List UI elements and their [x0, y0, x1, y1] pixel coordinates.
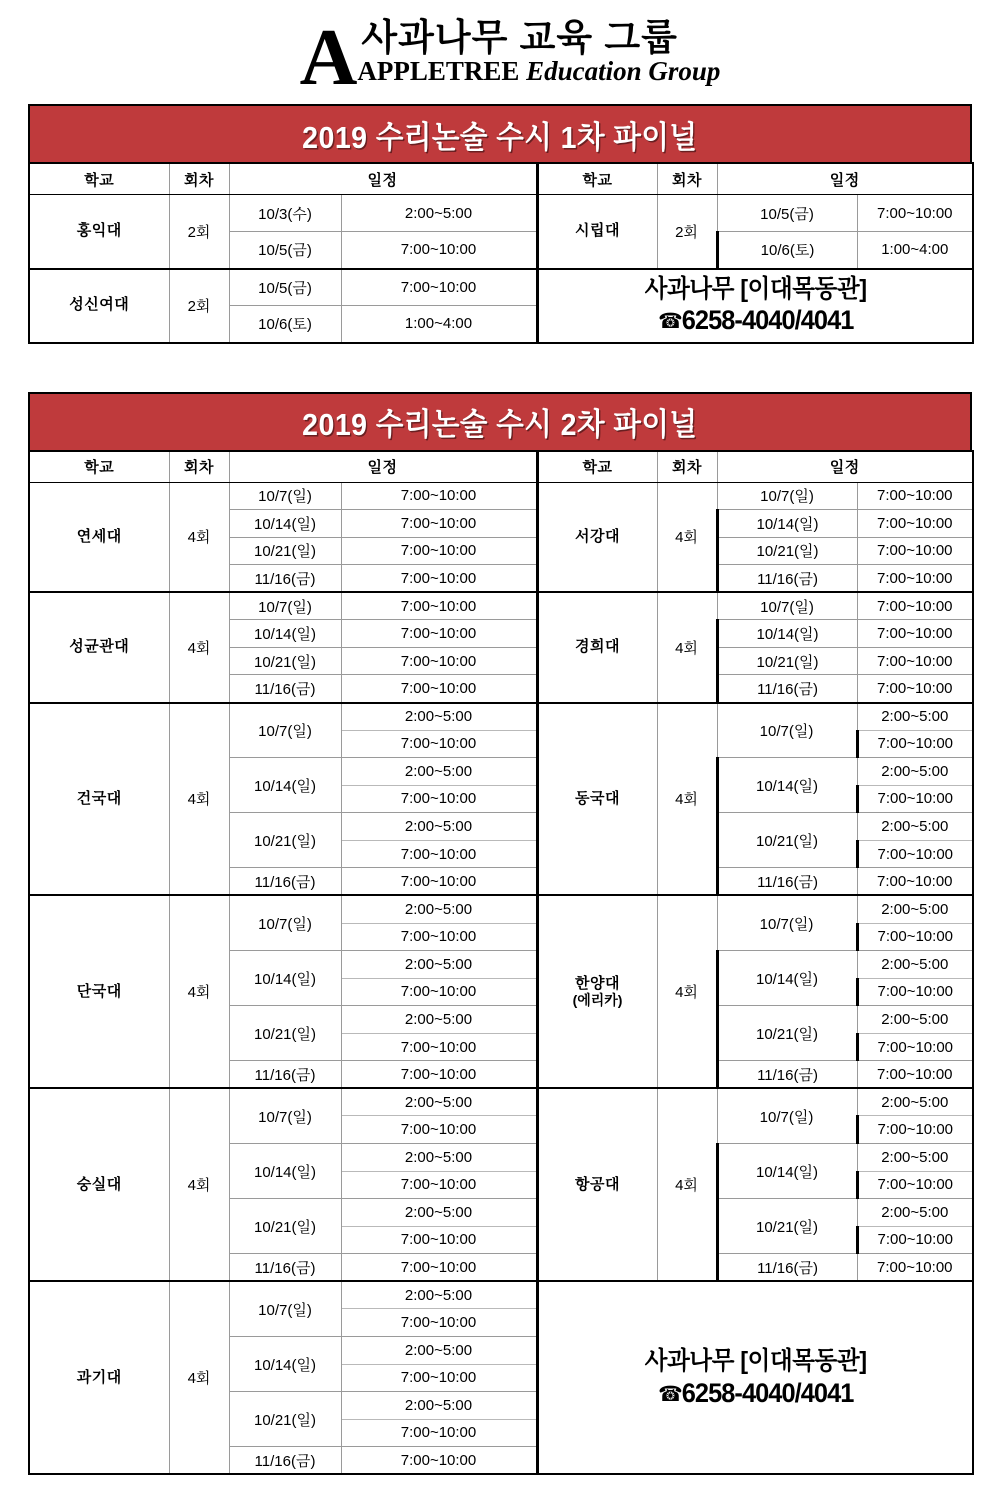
- school-name-cell: 경희대: [537, 592, 657, 702]
- time-cell: 7:00~10:00: [857, 647, 973, 675]
- time-cell: 7:00~10:00: [341, 1419, 537, 1447]
- time-cell: 7:00~10:00: [341, 1309, 537, 1337]
- time-cell: 7:00~10:00: [857, 510, 973, 538]
- section-1st-final: [28, 104, 972, 344]
- header-count-right: 회차: [657, 451, 717, 483]
- time-cell: 2:00~5:00: [857, 813, 973, 841]
- schedule-row: [29, 703, 973, 731]
- time-cell: 7:00~10:00: [341, 923, 537, 951]
- time-cell: 7:00~10:00: [341, 592, 537, 620]
- time-cell: 7:00~10:00: [341, 978, 537, 1006]
- table-header-row: [29, 451, 973, 483]
- time-cell: 7:00~10:00: [857, 868, 973, 896]
- logo-english-bold: APPLETREE: [357, 55, 527, 86]
- time-cell: 7:00~10:00: [857, 923, 973, 951]
- session-count-cell: 2회: [657, 195, 717, 269]
- schedule-row: [29, 269, 973, 306]
- date-cell: 10/14(일): [229, 620, 341, 648]
- time-cell: 2:00~5:00: [341, 895, 537, 923]
- time-cell: 2:00~5:00: [857, 1006, 973, 1034]
- date-cell: 10/21(일): [229, 813, 341, 868]
- time-cell: 2:00~5:00: [341, 1392, 537, 1420]
- time-cell: 7:00~10:00: [857, 730, 973, 758]
- schedule-row: [29, 592, 973, 620]
- contact-branch-name: 사과나무 [이대목동관]: [644, 1347, 867, 1376]
- date-cell: 11/16(금): [717, 1061, 857, 1089]
- date-cell: 10/21(일): [717, 537, 857, 565]
- header-school-left: 학교: [29, 451, 169, 483]
- time-cell: 7:00~10:00: [341, 482, 537, 510]
- date-cell: 10/7(일): [717, 703, 857, 758]
- time-cell: 7:00~10:00: [341, 510, 537, 538]
- time-cell: 7:00~10:00: [341, 1226, 537, 1254]
- time-cell: 7:00~10:00: [341, 269, 537, 306]
- time-cell: 7:00~10:00: [857, 482, 973, 510]
- session-count-cell: 4회: [657, 592, 717, 702]
- time-cell: 2:00~5:00: [857, 951, 973, 979]
- school-name-cell: 연세대: [29, 482, 169, 592]
- header-count-right: 회차: [657, 163, 717, 195]
- school-name-sub: (에리카): [572, 991, 623, 1008]
- date-cell: 11/16(금): [717, 565, 857, 593]
- date-cell: 11/16(금): [717, 868, 857, 896]
- header-schedule-left: 일정: [229, 163, 537, 195]
- contact-phone: ☎6258-4040/4041: [657, 1377, 853, 1408]
- date-cell: 10/7(일): [229, 1088, 341, 1143]
- time-cell: 7:00~10:00: [857, 840, 973, 868]
- date-cell: 10/21(일): [229, 537, 341, 565]
- date-cell: 10/7(일): [229, 592, 341, 620]
- contact-branch-name: 사과나무 [이대목동관]: [644, 274, 867, 303]
- time-cell: 7:00~10:00: [857, 592, 973, 620]
- school-name-cell: 동국대: [537, 703, 657, 896]
- time-cell: 7:00~10:00: [857, 537, 973, 565]
- session-count-cell: 4회: [169, 703, 229, 896]
- time-cell: 7:00~10:00: [341, 1171, 537, 1199]
- session-count-cell: 4회: [657, 895, 717, 1088]
- logo-wordmark: [357, 19, 720, 85]
- date-cell: 10/6(토): [229, 306, 341, 343]
- time-cell: 7:00~10:00: [857, 1116, 973, 1144]
- time-cell: 7:00~10:00: [341, 868, 537, 896]
- date-cell: 10/14(일): [717, 1144, 857, 1199]
- session-count-cell: 4회: [169, 1088, 229, 1281]
- time-cell: 7:00~10:00: [341, 785, 537, 813]
- school-name-cell: 시립대: [537, 195, 657, 269]
- session-count-cell: 4회: [169, 895, 229, 1088]
- time-cell: 7:00~10:00: [341, 537, 537, 565]
- date-cell: 10/14(일): [717, 510, 857, 538]
- section-spacer: [0, 344, 1000, 392]
- date-cell: 10/7(일): [717, 895, 857, 950]
- section-1-title: 2019 수리논술 수시 1차 파이널: [302, 119, 698, 155]
- schedule-row: [29, 895, 973, 923]
- time-cell: 2:00~5:00: [341, 703, 537, 731]
- school-name-cell: 홍익대: [29, 195, 169, 269]
- time-cell: 2:00~5:00: [341, 1144, 537, 1172]
- contact-block: [537, 269, 973, 343]
- time-cell: 7:00~10:00: [341, 1254, 537, 1282]
- schedule-table-1: [28, 162, 974, 344]
- header-schedule-left: 일정: [229, 451, 537, 483]
- date-cell: 10/5(금): [717, 195, 857, 232]
- time-cell: 7:00~10:00: [857, 978, 973, 1006]
- date-cell: 10/21(일): [229, 1392, 341, 1447]
- header-school-right: 학교: [537, 163, 657, 195]
- time-cell: 2:00~5:00: [341, 1281, 537, 1309]
- date-cell: 10/7(일): [229, 482, 341, 510]
- session-count-cell: 4회: [169, 482, 229, 592]
- date-cell: 10/7(일): [229, 703, 341, 758]
- date-cell: 10/21(일): [717, 1006, 857, 1061]
- time-cell: 7:00~10:00: [341, 840, 537, 868]
- section-2nd-final: [28, 392, 972, 1476]
- telephone-icon: ☎: [657, 1382, 682, 1406]
- time-cell: 7:00~10:00: [857, 620, 973, 648]
- date-cell: 10/21(일): [717, 647, 857, 675]
- section-2-title: 2019 수리논술 수시 2차 파이널: [302, 407, 698, 442]
- school-name-cell: 건국대: [29, 703, 169, 896]
- date-cell: 10/5(금): [229, 269, 341, 306]
- time-cell: 7:00~10:00: [341, 675, 537, 703]
- time-cell: 2:00~5:00: [341, 195, 537, 232]
- date-cell: 10/21(일): [229, 1006, 341, 1061]
- time-cell: 2:00~5:00: [341, 1006, 537, 1034]
- header-school-right: 학교: [537, 451, 657, 483]
- time-cell: 7:00~10:00: [341, 1116, 537, 1144]
- time-cell: 7:00~10:00: [341, 1447, 537, 1475]
- schedule-row: [29, 482, 973, 510]
- time-cell: 2:00~5:00: [857, 1199, 973, 1227]
- school-name-cell: 과기대: [29, 1281, 169, 1474]
- schedule-row: [29, 195, 973, 232]
- date-cell: 10/14(일): [717, 758, 857, 813]
- date-cell: 11/16(금): [717, 675, 857, 703]
- school-name-cell: 숭실대: [29, 1088, 169, 1281]
- date-cell: 10/21(일): [717, 1199, 857, 1254]
- date-cell: 10/14(일): [229, 1336, 341, 1391]
- time-cell: 7:00~10:00: [341, 647, 537, 675]
- date-cell: 10/14(일): [229, 1144, 341, 1199]
- date-cell: 10/7(일): [717, 592, 857, 620]
- header-schedule-right: 일정: [717, 451, 973, 483]
- schedule-table-2: [28, 450, 974, 1476]
- session-count-cell: 4회: [169, 592, 229, 702]
- date-cell: 10/14(일): [229, 510, 341, 538]
- school-name-cell: 한양대 (에리카): [537, 895, 657, 1088]
- school-name-cell: 성신여대: [29, 269, 169, 343]
- time-cell: 7:00~10:00: [341, 565, 537, 593]
- time-cell: 7:00~10:00: [857, 1061, 973, 1089]
- time-cell: 7:00~10:00: [857, 195, 973, 232]
- session-count-cell: 4회: [657, 1088, 717, 1281]
- time-cell: 7:00~10:00: [857, 675, 973, 703]
- date-cell: 10/7(일): [229, 895, 341, 950]
- telephone-icon: ☎: [657, 310, 682, 334]
- time-cell: 7:00~10:00: [857, 1171, 973, 1199]
- time-cell: 1:00~4:00: [341, 306, 537, 343]
- logo-english-name: [357, 55, 721, 86]
- time-cell: 7:00~10:00: [341, 620, 537, 648]
- logo-lockup: [299, 13, 721, 102]
- date-cell: 10/21(일): [229, 1199, 341, 1254]
- date-cell: 10/7(일): [229, 1281, 341, 1336]
- date-cell: 10/14(일): [229, 758, 341, 813]
- date-cell: 10/14(일): [229, 951, 341, 1006]
- section-1-banner: [28, 104, 972, 162]
- time-cell: 7:00~10:00: [341, 232, 537, 269]
- date-cell: 10/7(일): [717, 482, 857, 510]
- session-count-cell: 4회: [657, 482, 717, 592]
- time-cell: 7:00~10:00: [857, 565, 973, 593]
- time-cell: 2:00~5:00: [341, 951, 537, 979]
- time-cell: 2:00~5:00: [341, 1336, 537, 1364]
- appletree-monogram-icon: A: [299, 13, 356, 102]
- time-cell: 7:00~10:00: [857, 785, 973, 813]
- contact-block: [537, 1281, 973, 1474]
- date-cell: 10/7(일): [717, 1088, 857, 1143]
- session-count-cell: 2회: [169, 195, 229, 269]
- time-cell: 2:00~5:00: [341, 813, 537, 841]
- brand-logo: [0, 0, 1000, 104]
- header-count-left: 회차: [169, 163, 229, 195]
- school-name-cell: 서강대: [537, 482, 657, 592]
- date-cell: 11/16(금): [717, 1254, 857, 1282]
- date-cell: 10/6(토): [717, 232, 857, 269]
- time-cell: 7:00~10:00: [857, 1033, 973, 1061]
- date-cell: 11/16(금): [229, 868, 341, 896]
- time-cell: 2:00~5:00: [341, 1088, 537, 1116]
- date-cell: 10/14(일): [717, 620, 857, 648]
- logo-korean-name: 사과나무 교육 그룹: [361, 17, 678, 59]
- logo-english-italic: Education Group: [526, 55, 721, 86]
- time-cell: 2:00~5:00: [857, 758, 973, 786]
- time-cell: 7:00~10:00: [341, 1033, 537, 1061]
- school-name-cell: 성균관대: [29, 592, 169, 702]
- time-cell: 7:00~10:00: [341, 1364, 537, 1392]
- time-cell: 2:00~5:00: [857, 703, 973, 731]
- date-cell: 10/3(수): [229, 195, 341, 232]
- header-schedule-right: 일정: [717, 163, 973, 195]
- school-name-cell: 단국대: [29, 895, 169, 1088]
- school-name-cell: 항공대: [537, 1088, 657, 1281]
- header-count-left: 회차: [169, 451, 229, 483]
- date-cell: 11/16(금): [229, 565, 341, 593]
- date-cell: 11/16(금): [229, 1254, 341, 1282]
- session-count-cell: 4회: [657, 703, 717, 896]
- contact-phone: ☎6258-4040/4041: [657, 305, 853, 336]
- session-count-cell: 2회: [169, 269, 229, 343]
- date-cell: 11/16(금): [229, 1447, 341, 1475]
- time-cell: 1:00~4:00: [857, 232, 973, 269]
- schedule-row: [29, 1088, 973, 1116]
- header-school-left: 학교: [29, 163, 169, 195]
- time-cell: 2:00~5:00: [857, 1144, 973, 1172]
- time-cell: 7:00~10:00: [341, 730, 537, 758]
- time-cell: 7:00~10:00: [341, 1061, 537, 1089]
- time-cell: 7:00~10:00: [857, 1226, 973, 1254]
- time-cell: 2:00~5:00: [857, 895, 973, 923]
- date-cell: 11/16(금): [229, 1061, 341, 1089]
- time-cell: 2:00~5:00: [341, 1199, 537, 1227]
- date-cell: 10/14(일): [717, 951, 857, 1006]
- date-cell: 11/16(금): [229, 675, 341, 703]
- session-count-cell: 4회: [169, 1281, 229, 1474]
- time-cell: 7:00~10:00: [857, 1254, 973, 1282]
- section-2-banner: [28, 392, 972, 450]
- time-cell: 2:00~5:00: [857, 1088, 973, 1116]
- time-cell: 2:00~5:00: [341, 758, 537, 786]
- date-cell: 10/5(금): [229, 232, 341, 269]
- schedule-row: [29, 1281, 973, 1309]
- date-cell: 10/21(일): [229, 647, 341, 675]
- date-cell: 10/21(일): [717, 813, 857, 868]
- table-header-row: [29, 163, 973, 195]
